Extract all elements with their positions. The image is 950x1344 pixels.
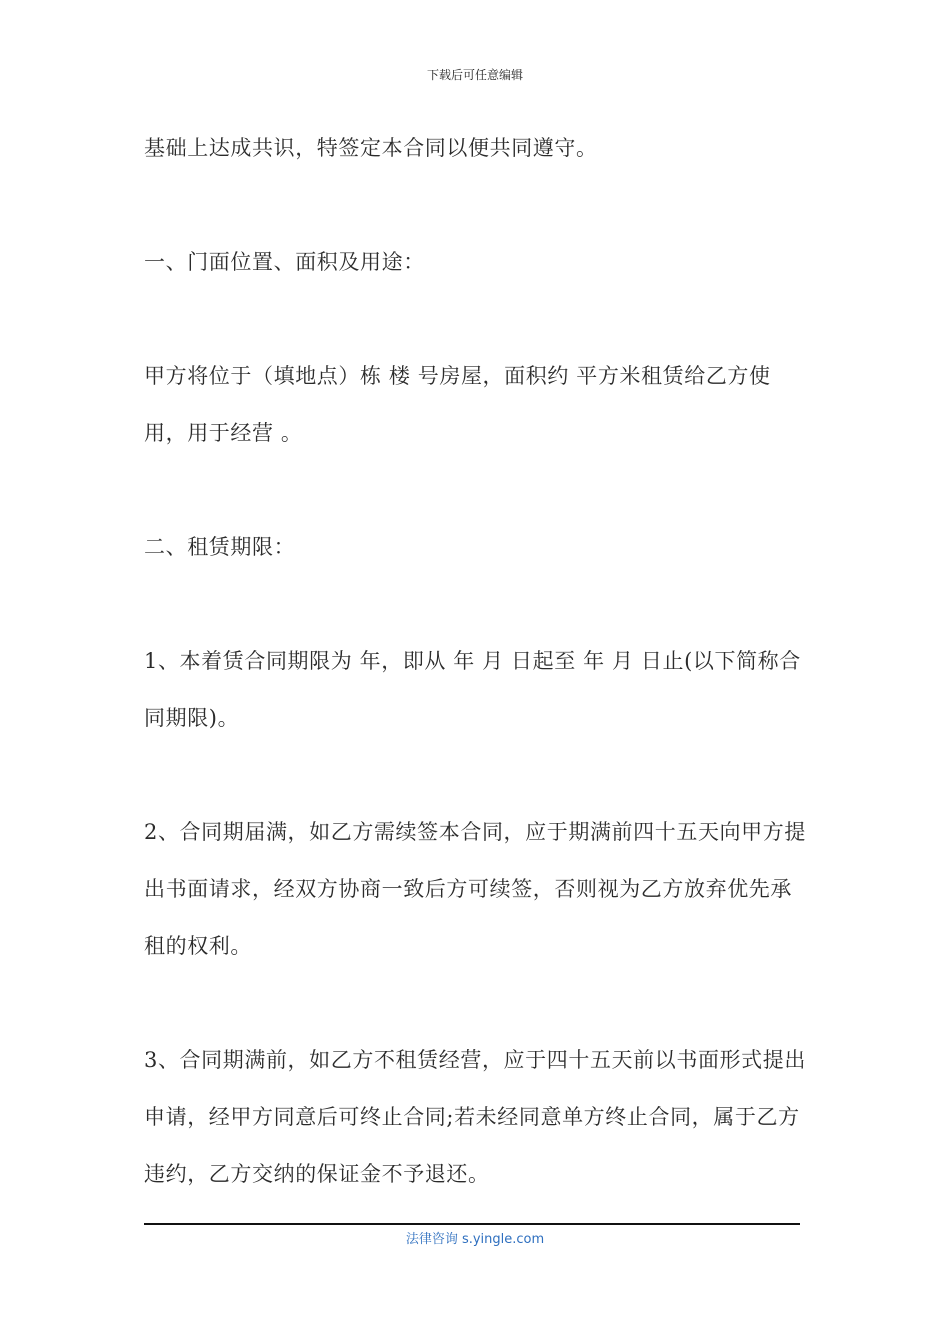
header-note: 下载后可任意编辑 (426, 68, 523, 82)
footer-divider (144, 1223, 800, 1225)
clause-3: 3、合同期满前，如乙方不租赁经营，应于四十五天前以书面形式提出申请，经甲方同意后可终止合同;若未经同意单方终止合同，属于乙方违约，乙方交纳的保证金不予退还。 (144, 1048, 806, 1186)
clause-1: 1、本着赁合同期限为 年，即从 年 月 日起至 年 月 日止(以下简称合同期限)。 (144, 649, 801, 730)
footer-legal-link[interactable]: 法律咨询 s.yingle.com (405, 1232, 545, 1247)
section-heading-location: 一、门面位置、面积及用途： (144, 250, 425, 274)
section-heading-term: 二、租赁期限： (144, 535, 296, 559)
paragraph-location: 甲方将位于（填地点）栋 楼 号房屋，面积约 平方米租赁给乙方使用，用于经营 。 (144, 364, 771, 445)
clause-2: 2、合同期届满，如乙方需续签本合同，应于期满前四十五天向甲方提出书面请求，经双方协商一致后方可续签，否则视为乙方放弃优先承租的权利。 (144, 820, 806, 958)
paragraph-intro: 基础上达成共识，特签定本合同以便共同遵守。 (144, 136, 598, 160)
